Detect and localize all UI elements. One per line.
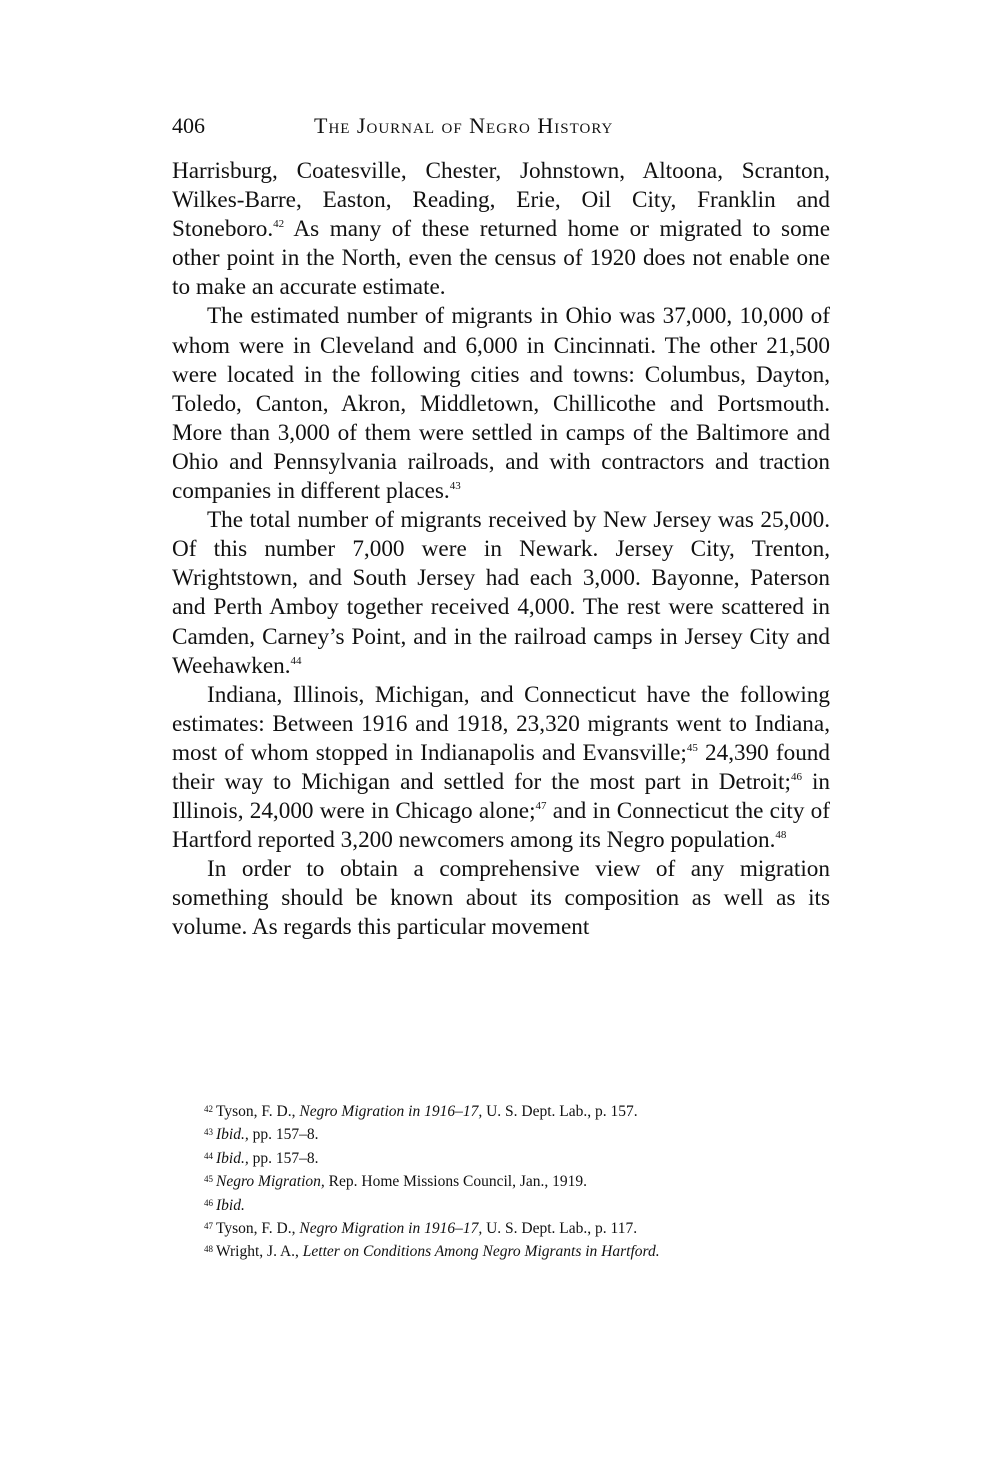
text-run: Indiana, Illinois, Michigan, and Connecticut have the following estimates: Between 1916 and 1918, 23,320 migrants went to Indiana, most of whom stopped in Indianapolis and Evansville; <box>172 681 830 766</box>
footnote <box>204 1193 844 1216</box>
text-run: Tyson, F. D., <box>216 1103 300 1120</box>
text-run: Wright, J. A., <box>216 1243 303 1261</box>
text-run: The total number of migrants received by New Jersey was 25,000. Of this number 7,000 were in Newark. Jersey City, Trenton, Wrightstown, and South Jersey had each 3,000. Bayonne, Paterson and Perth Amboy together received 4,000. The rest were scattered in Camden, Carney’s Point, and in the railroad camps in Jersey City and Weehawken. <box>172 507 830 679</box>
footnotes <box>204 1099 844 1263</box>
footnote <box>204 1122 844 1145</box>
italic-text: Letter on Conditions Among Negro Migrants in Hartford. <box>302 1243 660 1261</box>
footnote <box>204 1239 844 1262</box>
text-run: The estimated number of migrants in Ohio was 37,000, 10,000 of whom were in Cleveland and 6,000 in Cincinnati. The other 21,500 were located in the following cities and towns: Columbus, Dayton, Toledo, Canton, Akron, Middletown, Chillicothe and Portsmouth. More than 3,000 of them were settled in camps of the Baltimore and Ohio and Pennsylvania railroads, and with contractors and traction companies in different places. <box>172 303 830 505</box>
footnote-number: 48 <box>204 1244 213 1255</box>
italic-text: Ibid. <box>216 1196 245 1214</box>
footnote-reference: 42 <box>273 218 285 231</box>
footnote-number: 42 <box>204 1104 213 1114</box>
footnote <box>204 1146 844 1169</box>
italic-text: Negro Migration in 1916–17, <box>299 1220 483 1238</box>
footnote-reference: 45 <box>686 741 698 754</box>
footnote-reference: 47 <box>535 800 547 813</box>
text-run: U. S. Dept. Lab., p. 117. <box>482 1220 638 1238</box>
paragraph <box>172 506 830 681</box>
footnote-number: 46 <box>204 1197 213 1208</box>
text-run: and in Connecticut the city of Hartford reported 3,200 newcomers among its Negro population. <box>172 798 830 854</box>
paragraph <box>172 681 830 856</box>
footnote <box>204 1169 844 1192</box>
italic-text: Negro Migration in 1916–17, <box>299 1103 483 1120</box>
italic-text: Ibid., <box>216 1149 249 1167</box>
text-run: In order to obtain a comprehensive view of any migration something should be known about its composition as well as its volume. As regards this particular movement <box>172 856 830 941</box>
footnote <box>204 1216 844 1239</box>
footnote-number: 47 <box>204 1221 213 1232</box>
page-number: 406 <box>172 113 205 138</box>
running-title: The Journal of Negro History <box>314 113 614 138</box>
footnote-number: 43 <box>204 1127 213 1138</box>
paragraph <box>172 157 830 302</box>
footnote-reference: 48 <box>775 829 787 842</box>
italic-text: Ibid., <box>216 1126 249 1144</box>
text-run: Tyson, F. D., <box>216 1220 300 1238</box>
text-run: As many of these returned home or migrated to some other point in the North, even the census of 1920 does not enable one to make an accurate estimate. <box>172 216 830 301</box>
text-run: 24,390 found their way to Michigan and settled for the most part in Detroit; <box>172 739 830 795</box>
text-run: in Illinois, 24,000 were in Chicago alone; <box>172 768 830 825</box>
page-header <box>172 108 692 144</box>
footnote-reference: 44 <box>290 654 302 667</box>
body-text <box>172 157 830 943</box>
italic-text: Negro Migration, <box>216 1173 325 1191</box>
footnote-reference: 46 <box>790 770 802 783</box>
text-run: Harrisburg, Coatesville, Chester, Johnstown, Altoona, Scranton, Wilkes-Barre, Easton, Reading, Erie, Oil City, Franklin and Stoneboro. <box>172 158 830 243</box>
text-run: pp. 157–8. <box>248 1126 319 1144</box>
text-run: Rep. Home Missions Council, Jan., 1919. <box>324 1173 588 1191</box>
footnote <box>204 1099 844 1122</box>
text-run: U. S. Dept. Lab., p. 157. <box>482 1103 638 1120</box>
footnote-number: 44 <box>204 1150 213 1161</box>
paragraph <box>172 855 830 942</box>
footnote-reference: 43 <box>449 480 461 493</box>
text-run: pp. 157–8. <box>248 1149 319 1167</box>
footnote-number: 45 <box>204 1174 213 1185</box>
paragraph <box>172 302 830 506</box>
